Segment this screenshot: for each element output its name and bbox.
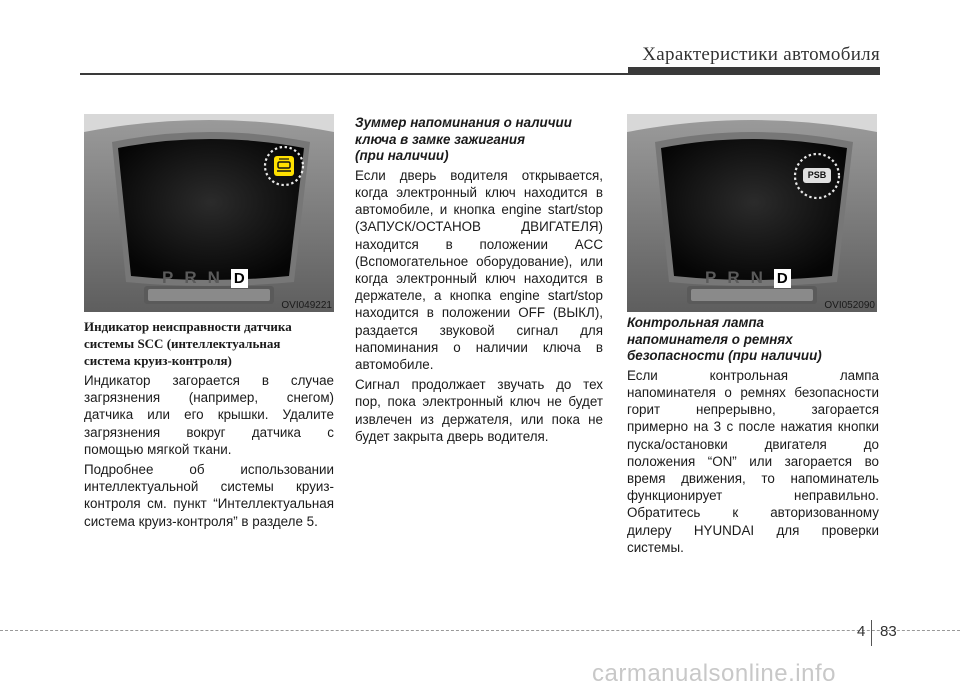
text-line: загрязнения (например, снегом) — [84, 390, 334, 406]
gear-r: R — [184, 268, 197, 287]
gear-n: N — [750, 268, 763, 287]
figure-code: OVI052090 — [824, 300, 875, 311]
text-line: горит непрерывно, загорается — [627, 402, 879, 418]
page-number: 83 — [880, 623, 897, 640]
text-line: пор, пока электронный ключ не будет — [355, 394, 603, 410]
text-line: Индикатор загорается в случае — [84, 373, 334, 388]
text-line: автомобиле, и кнопка engine start/stop — [355, 202, 603, 218]
text-line: Обратитесь к авторизованному — [627, 505, 879, 521]
text-line: будет закрыта дверь водителя. — [355, 428, 549, 444]
paragraph — [355, 376, 603, 445]
gear-n: N — [207, 268, 220, 287]
text-line: загрязнения вокруг датчика с — [84, 424, 334, 440]
text-line: Если контрольная лампа — [627, 367, 879, 383]
text-line: система круиз-контроля” в разделе 5. — [84, 513, 318, 529]
page-header-title: Характеристики автомобиля — [642, 44, 880, 65]
paragraph — [627, 367, 879, 556]
section-key-reminder — [355, 115, 603, 448]
text-line: напоминателя о ремнях безопасности — [627, 384, 879, 400]
heading-line: (при наличии) — [355, 148, 449, 164]
gear-d-active: D — [231, 269, 248, 288]
gear-indicator — [162, 267, 268, 289]
text-line: датчика или его крышки. Удалите — [84, 407, 334, 423]
text-line: раздается звуковой сигнал для — [355, 322, 603, 338]
text-line: напоминания о наличии ключа в — [355, 339, 603, 355]
text-line: пуска/остановки двигателя до — [627, 436, 879, 452]
paragraph — [355, 167, 603, 373]
heading-line: Контрольная лампа — [627, 315, 764, 330]
text-line: положения “ON” или загорается во — [627, 453, 879, 469]
text-line: держателе, а кнопка engine start/stop — [355, 288, 603, 304]
text-line: Если дверь водителя открывается, — [355, 167, 603, 183]
heading-line: ключа в замке зажигания — [355, 131, 525, 147]
gear-d-active: D — [774, 269, 791, 288]
figure-code: OVI049221 — [281, 300, 332, 311]
header-rule-accent — [628, 67, 880, 74]
heading-line: Зуммер напоминания о наличии — [355, 115, 572, 130]
heading-line: система круиз-контроля) — [84, 353, 232, 368]
gear-p: P — [162, 268, 174, 287]
text-line: Подробнее об использовании — [84, 462, 334, 478]
gear-indicator — [705, 267, 811, 289]
text-line: когда электронный ключ находится в — [355, 184, 603, 200]
text-line: когда электронный ключ находится в — [355, 271, 603, 286]
gear-r: R — [727, 268, 740, 287]
footer-rule — [0, 630, 960, 632]
heading-line: безопасности (при наличии) — [627, 348, 822, 364]
text-line: время движения, то напоминатель — [627, 471, 879, 486]
text-line: дилеру HYUNDAI для проверки — [627, 522, 879, 538]
text-line: (ЗАПУСК/ОСТАНОВ ДВИГАТЕЛЯ) — [355, 219, 603, 235]
watermark: carmanualsonline.info — [592, 660, 836, 687]
gear-p: P — [705, 268, 717, 287]
cluster-figure-scc — [84, 114, 334, 312]
text-line: помощью мягкой ткани. — [84, 441, 232, 457]
cluster-figure-seatbelt — [627, 114, 877, 312]
text-line: функционирует неправильно. — [627, 488, 879, 504]
paragraph — [84, 461, 334, 530]
section-scc-indicator — [84, 318, 334, 533]
psb-label: PSB — [807, 170, 827, 180]
section-heading — [355, 115, 603, 165]
heading-line: системы SCC (интеллектуальная — [84, 336, 281, 351]
text-line: находится в положении ACC — [355, 236, 603, 252]
section-heading — [84, 318, 334, 369]
text-line: системы. — [627, 539, 684, 555]
text-line: интеллектуальной системы круиз- — [84, 479, 334, 495]
heading-line: Индикатор неисправности датчика — [84, 319, 292, 334]
section-seatbelt-reminder — [627, 315, 879, 559]
text-line: Сигнал продолжает звучать до тех — [355, 377, 603, 393]
section-heading — [627, 315, 879, 365]
text-line: контроля см. пункт “Интеллектуальная — [84, 496, 334, 512]
text-line: находится в положении OFF (ВЫКЛ), — [355, 305, 603, 321]
text-line: примерно на 3 с после нажатия кнопки — [627, 419, 879, 435]
text-line: (Вспомогательное оборудование), или — [355, 253, 603, 269]
footer-divider — [871, 620, 872, 646]
text-line: извлечен из держателя, или пока не — [355, 411, 603, 427]
text-line: автомобиле. — [355, 357, 434, 373]
section-number: 4 — [857, 623, 866, 640]
heading-line: напоминателя о ремнях — [627, 331, 793, 347]
paragraph — [84, 372, 334, 458]
